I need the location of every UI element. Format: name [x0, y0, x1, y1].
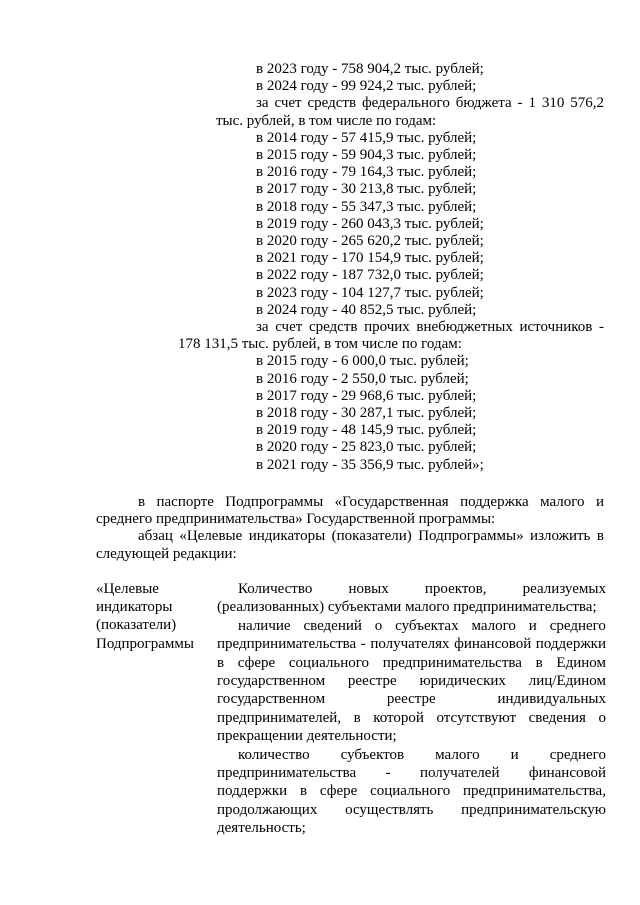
word: индивидуальных — [497, 691, 606, 708]
word: Подпрограммы» — [418, 528, 524, 545]
federal-year-line: в 2021 году - 170 154,9 тыс. рублей; — [256, 250, 484, 267]
word: осуществлять — [345, 801, 434, 818]
word: внебюджетных — [416, 319, 513, 335]
word: счет — [275, 319, 303, 335]
word: малого — [435, 746, 480, 763]
word: реестре — [347, 673, 397, 689]
word: «Целевые — [179, 528, 243, 545]
word: сведений — [303, 617, 362, 634]
word: 576,2 — [570, 95, 604, 112]
passport-para-tail: среднего предпринимательства» Государственной программы: — [96, 511, 496, 528]
word: реестре — [386, 691, 436, 708]
other-intro-tail: 178 131,5 тыс. рублей, в том числе по годам: — [178, 336, 462, 353]
table-text-line: деятельность; — [217, 820, 306, 837]
federal-year-line: в 2015 году - 59 904,3 тыс. рублей; — [256, 147, 477, 163]
word: продолжающих — [217, 801, 318, 818]
table-text-line — [217, 654, 606, 672]
table-text-line: (реализованных) субъектами малого предпринимательства; — [217, 599, 597, 616]
word: в — [596, 528, 604, 545]
word: паспорте — [156, 494, 214, 510]
word: изложить — [530, 528, 591, 545]
federal-year-line: в 2022 году - 187 732,0 тыс. рублей; — [256, 267, 484, 284]
word: - — [517, 95, 523, 112]
word: поддержки — [217, 783, 288, 800]
table-label-line: «Целевые — [96, 581, 159, 597]
word: сфере — [237, 654, 276, 671]
word: прочих — [364, 319, 410, 335]
table-label-line: индикаторы — [96, 599, 173, 616]
word: - — [598, 319, 604, 335]
other-intro-line — [256, 318, 604, 336]
word: о — [374, 617, 383, 634]
word: и — [528, 617, 537, 634]
word: в — [535, 654, 543, 671]
word: субъектов — [340, 746, 405, 763]
word: предпринимательскую — [461, 801, 606, 818]
table-text-line — [238, 746, 606, 764]
word: проектов, — [424, 581, 487, 597]
word: 1 — [528, 95, 536, 112]
word: средств — [308, 319, 358, 335]
word: наличие — [238, 617, 291, 634]
word: - — [385, 765, 391, 781]
word: (показатели) — [331, 528, 412, 545]
word: предпринимательства — [217, 636, 357, 653]
word: сведения — [528, 709, 586, 726]
word: сфере — [319, 783, 358, 800]
word: новых — [348, 581, 389, 597]
other-year-line: в 2020 году - 25 823,0 тыс. рублей; — [256, 439, 477, 456]
federal-year-line: в 2020 году - 265 620,2 тыс. рублей; — [256, 233, 484, 249]
word: в — [353, 709, 361, 726]
word: - — [360, 636, 366, 653]
word: получателей — [419, 765, 500, 781]
word: о — [598, 709, 606, 726]
federal-year-line: в 2017 году - 30 213,8 тыс. рублей; — [256, 181, 477, 198]
word: отсутствуют — [436, 709, 517, 726]
word: количество — [238, 746, 310, 763]
word: средств — [307, 95, 357, 112]
federal-intro-line — [256, 94, 604, 112]
federal-year-line: в 2024 году - 40 852,5 тыс. рублей; — [256, 301, 477, 318]
word: которой — [373, 709, 424, 726]
federal-year-line: в 2016 году - 79 164,3 тыс. рублей; — [256, 164, 477, 181]
word: бюджета — [455, 95, 512, 112]
word: поддержки — [535, 636, 606, 653]
table-text-line — [238, 617, 606, 635]
word: государственном — [217, 673, 326, 689]
other-year-line: в 2019 году - 48 145,9 тыс. рублей; — [256, 422, 477, 439]
federal-intro-tail: тыс. рублей, в том числе по годам: — [216, 112, 437, 129]
other-year-line: в 2018 году - 30 287,1 тыс. рублей; — [256, 405, 477, 421]
word: и — [595, 494, 604, 510]
table-text-line — [217, 801, 606, 819]
word: в — [217, 654, 225, 671]
word: получателях — [370, 636, 450, 653]
word: за — [256, 95, 269, 112]
word: финансовой — [454, 636, 532, 653]
word: среднего — [549, 617, 606, 634]
word: среднего — [549, 746, 606, 763]
federal-year-line: в 2018 году - 55 347,3 тыс. рублей; — [256, 198, 477, 215]
federal-year-line: в 2019 году - 260 043,3 тыс. рублей; — [256, 215, 484, 232]
word: индикаторы — [248, 528, 326, 545]
word: Подпрограммы — [225, 494, 324, 510]
other-year-line: в 2021 году - 35 356,9 тыс. рублей»; — [256, 456, 484, 473]
word: 310 — [541, 95, 565, 112]
word: финансовой — [528, 765, 606, 781]
word: за — [256, 319, 269, 335]
word: государственном — [217, 691, 326, 708]
word: источников — [519, 319, 593, 335]
word: Едином — [556, 654, 606, 671]
word: в — [138, 494, 146, 510]
word: поддержка — [460, 494, 529, 510]
federal-year-line: в 2014 году - 57 415,9 тыс. рублей; — [256, 129, 477, 146]
word: юридических — [419, 673, 506, 689]
word: счет — [274, 95, 302, 112]
abzac-para-line — [138, 527, 604, 545]
word: и — [510, 746, 519, 763]
table-text-line — [217, 635, 606, 653]
passport-para-line — [138, 493, 604, 511]
table-text-line — [217, 764, 606, 782]
other-year-line: в 2017 году - 29 968,6 тыс. рублей; — [256, 387, 477, 404]
other-year-line: в 2015 году - 6 000,0 тыс. рублей; — [256, 353, 469, 370]
word: социального — [288, 654, 370, 671]
word: предпринимательства — [382, 654, 522, 671]
word: Количество — [238, 581, 313, 597]
word: реализуемых — [522, 581, 606, 597]
word: предпринимателей, — [217, 709, 342, 726]
budget-line: в 2024 году - 99 924,2 тыс. рублей; — [256, 78, 477, 95]
word: «Государственная — [334, 494, 449, 510]
word: малого — [471, 617, 516, 634]
word: предпринимательства — [217, 765, 357, 781]
word: малого — [540, 494, 585, 510]
table-text-line — [217, 709, 606, 727]
table-text-line: прекращении деятельности; — [217, 728, 397, 745]
table-text-line — [217, 672, 606, 690]
other-year-line: в 2016 году - 2 550,0 тыс. рублей; — [256, 370, 469, 387]
word: социального — [370, 783, 451, 800]
word: федерального — [361, 95, 450, 112]
table-text-line — [238, 580, 606, 598]
word: субъектах — [395, 617, 459, 634]
word: абзац — [138, 528, 173, 545]
word: лиц/Едином — [528, 673, 606, 689]
federal-year-line: в 2023 году - 104 127,7 тыс. рублей; — [256, 284, 484, 301]
word: предпринимательства, — [463, 783, 606, 800]
word: в — [300, 783, 308, 800]
table-label-line: (показатели) — [96, 617, 177, 634]
table-text-line — [217, 782, 606, 800]
abzac-para-tail: следующей редакции: — [96, 545, 237, 562]
table-label-line: Подпрограммы — [96, 635, 194, 652]
table-text-line — [217, 690, 606, 708]
budget-line: в 2023 году - 758 904,2 тыс. рублей; — [256, 61, 484, 77]
